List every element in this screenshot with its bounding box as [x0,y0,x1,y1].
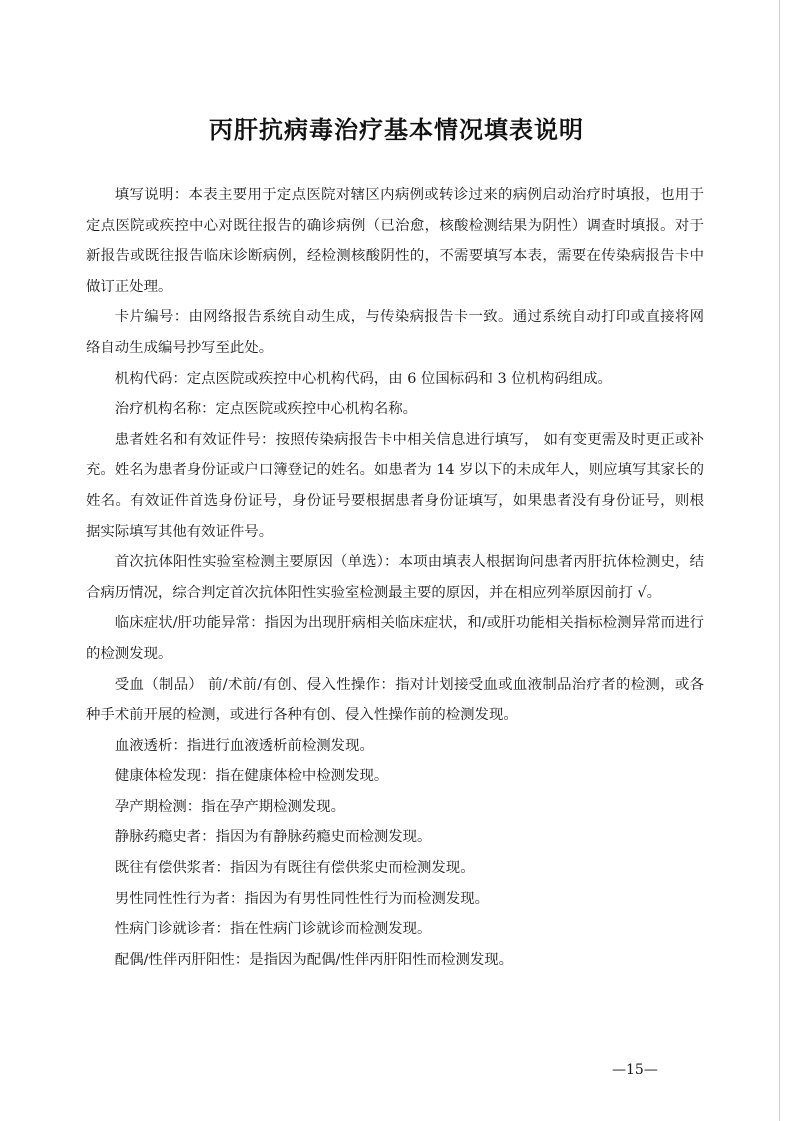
paragraph-term: 孕产期检测： [114,798,202,815]
paragraph-text: 本表主要用于定点医院对辖区内病例或转诊过来的病例启动治疗时填报，也用于定点医院或疾控中心对既往报告的确诊病例（已治愈，核酸检测结果为阴性）调查时填报。对于新报告或既往报告临床诊断病例，经检测核酸阴性的，不需要填写本表，需要在传染病报告卡中做订正处理。 [86,187,704,295]
paragraph-institution-name [86,394,704,425]
paragraph-term: 卡片编号： [114,309,189,326]
paragraph-pre-transfusion [86,670,704,731]
paragraph-term: 患者姓名和有效证件号： [114,431,276,448]
page-title: 丙肝抗病毒治疗基本情况填表说明 [209,115,584,144]
scan-edge-line [779,0,780,1121]
paragraph-text: 指因为出现肝病相关临床症状，和/或肝功能相关指标检测异常而进行的检测发现。 [86,615,704,662]
paragraph-term: 既往有偿供浆者： [114,860,230,877]
paragraph-text: 指因为有男性同性性行为而检测发现。 [244,890,489,907]
paragraph-text: 定点医院或疾控中心机构代码，由 6 位国标码和 3 位机构码组成。 [186,370,612,387]
paragraph-institution-code [86,364,704,395]
paragraph-term: 静脉药瘾史者： [114,829,216,846]
paragraph-text: 指在性病门诊就诊而检测发现。 [229,921,432,938]
paragraph-text: 指在孕产期检测发现。 [201,798,346,815]
paragraph-msm [86,884,704,915]
paragraph-term: 临床症状/肝功能异常： [114,615,265,632]
paragraph-term: 首次抗体阳性实验室检测主要原因（单选） [114,554,385,571]
paragraph-term: 治疗机构名称： [114,401,216,418]
page-number: —15— [612,1062,658,1078]
paragraph-health-checkup [86,761,704,792]
paragraph-term: 性病门诊就诊者： [114,921,230,938]
paragraph-text: 指因为有既往有偿供浆史而检测发现。 [229,860,475,877]
paragraph-std-clinic [86,914,704,945]
paragraph-pregnancy-test [86,792,704,823]
paragraph-text: 指对计划接受血或血液制品治疗者的检测，或各种手术前开展的检测，或进行各种有创、侵入性操作前的检测发现。 [86,676,704,724]
paragraph-term: 配偶/性伴丙肝阳性： [114,951,250,968]
paragraph-term: 受血（制品） 前/术前/有创、侵入性操作： [114,676,396,693]
paragraph-text: 由网络报告系统自动生成，与传染病报告卡一致。通过系统自动打印或直接将网络自动生成编号抄写至此处。 [86,309,704,356]
paragraph-term: 填写说明： [114,187,189,203]
paragraph-term: 血液透析： [114,737,187,754]
paragraph-first-test-reason [86,547,704,608]
paragraph-text: 按照传染病报告卡中相关信息进行填写， 如有变更需及时更正或补充。姓名为患者身份证或户口簿登记的姓名。如患者为 14 岁以下的未成年人，则应填写其家长的姓名。有效证件首选身份证号，身份证号要根据患者身份证填写，如果患者没有身份证号，则根据实际填写其他有效证件号。 [86,431,704,540]
paragraph-text: ：本项由填表人根据询问患者丙肝抗体检测史，结合病历情况，综合判定首次抗体阳性实验室检测最主要的原因，并在相应列举原因前打 √。 [86,554,704,601]
paragraph-term: 健康体检发现： [114,768,216,785]
paragraph-text: 定点医院或疾控中心机构名称。 [215,401,418,418]
paragraph-hemodialysis [86,731,704,762]
paragraph-iv-drug-use [86,822,704,853]
paragraph-clinical-symptoms [86,608,704,669]
paragraph-term: 男性同性性行为者： [114,890,245,907]
paragraph-text: 指因为有静脉药瘾史而检测发现。 [215,829,432,846]
paragraph-text: 指进行血液透析前检测发现。 [186,737,374,754]
paragraph-card-number [86,302,704,363]
paragraph-text: 是指因为配偶/性伴丙肝阳性而检测发现。 [249,951,514,968]
paragraph-fill-instructions [86,180,704,302]
document-body [86,180,704,975]
paragraph-partner-positive [86,945,704,976]
paragraph-paid-plasma-donor [86,853,704,884]
paragraph-term: 机构代码： [114,370,187,387]
paragraph-text: 指在健康体检中检测发现。 [215,768,389,785]
paragraph-patient-name-id [86,425,704,547]
